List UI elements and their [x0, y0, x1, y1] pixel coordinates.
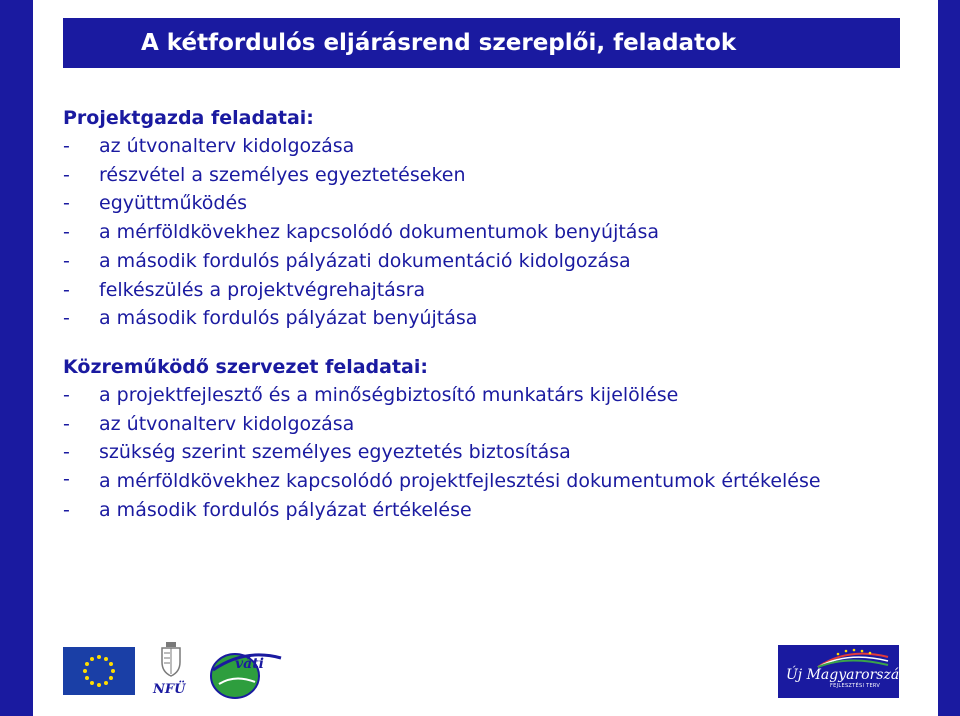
section-heading: Projektgazda feladatai:: [63, 107, 314, 129]
nfu-logo: [146, 640, 198, 700]
bullet-dash: -: [63, 468, 70, 491]
bullet-dash: -: [63, 163, 70, 186]
list-item: [63, 276, 923, 305]
list-item: [63, 247, 923, 276]
bullet-dash: -: [63, 499, 70, 522]
bullet-dash: -: [63, 221, 70, 244]
section-spacer: [63, 333, 923, 353]
bullet-dash: -: [63, 135, 70, 157]
vati-globe-icon: [205, 644, 285, 702]
bullet-dash: -: [63, 307, 70, 330]
list-item-text: a második fordulós pályázat benyújtása: [99, 307, 478, 330]
section-projektgazda: [63, 104, 923, 333]
slide-title: A kétfordulós eljárásrend szereplői, feladatok: [141, 30, 737, 56]
slide-content: [63, 104, 923, 525]
list-item: [63, 381, 923, 410]
list-item: [63, 438, 923, 467]
vati-logo-text: váti: [235, 656, 264, 672]
list-item: [63, 132, 923, 161]
hungarian-coat-of-arms-icon: [146, 640, 198, 680]
list-item-text: a második fordulós pályázat értékelése: [99, 499, 472, 522]
bullet-dash: -: [63, 383, 70, 406]
section-kozremukodo: [63, 353, 923, 525]
task-list: [63, 381, 923, 525]
bullet-dash: -: [63, 278, 70, 301]
list-item-text: az útvonalterv kidolgozása: [99, 135, 355, 157]
list-item-text: részvétel a személyes egyeztetéseken: [99, 163, 466, 186]
list-item-text: a mérföldkövekhez kapcsolódó dokumentumok benyújtása: [99, 221, 659, 244]
list-item: [63, 410, 923, 439]
title-banner: [63, 18, 900, 68]
task-list: [63, 132, 923, 333]
bullet-dash: -: [63, 441, 70, 464]
nfu-logo-text: NFÜ: [153, 682, 186, 697]
section-heading: Közreműködő szervezet feladatai:: [63, 355, 428, 378]
list-item-text: együttműködés: [99, 192, 248, 215]
list-item-text: a második fordulós pályázati dokumentáció kidolgozása: [99, 249, 631, 272]
list-item: [63, 496, 923, 525]
bullet-dash: -: [63, 249, 70, 272]
uj-logo-text: Új Magyarország: [786, 667, 909, 683]
list-item-text: az útvonalterv kidolgozása: [99, 412, 355, 435]
list-item: [63, 218, 923, 247]
left-border-bar: [0, 0, 33, 716]
list-item-text: szükség szerint személyes egyeztetés biztosítása: [99, 441, 571, 464]
list-item: [63, 467, 923, 496]
list-item: [63, 161, 923, 190]
bullet-dash: -: [63, 192, 70, 215]
list-item: [63, 189, 923, 218]
list-item: [63, 304, 923, 333]
list-item-text: a projektfejlesztő és a minőségbiztosító munkatárs kijelölése: [99, 383, 679, 406]
vati-logo: [205, 644, 285, 702]
uj-logo-subtext: FEJLESZTÉSI TERV: [830, 683, 881, 689]
bullet-dash: -: [63, 412, 70, 435]
list-item-text: a mérföldkövekhez kapcsolódó projektfejlesztési dokumentumok értékelése: [99, 470, 821, 493]
uj-magyarorszag-logo-icon: [778, 645, 909, 698]
right-border-bar: [938, 0, 960, 716]
list-item-text: felkészülés a projektvégrehajtásra: [99, 278, 426, 301]
eu-flag-icon: [63, 647, 135, 695]
